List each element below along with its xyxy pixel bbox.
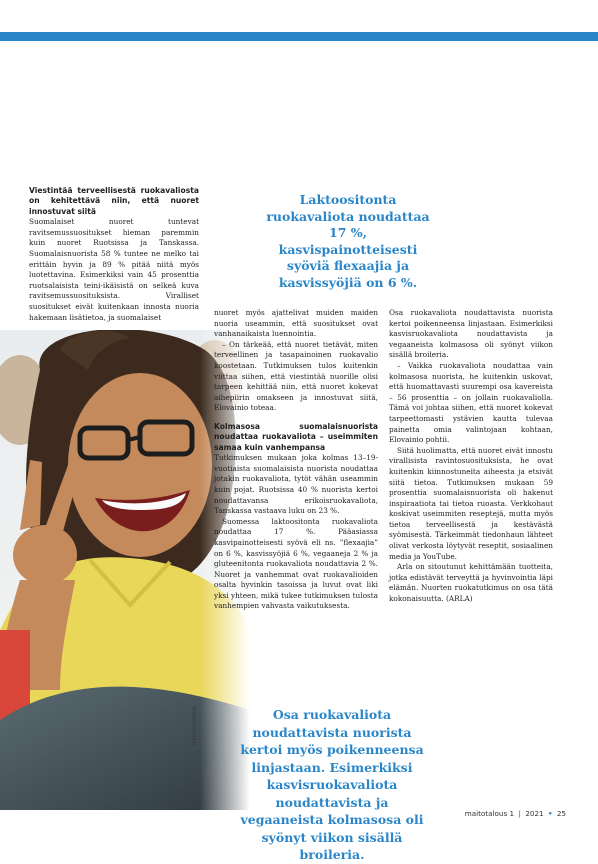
- body-paragraph: Tutkimuksen mukaan joka kolmas 13–19-vuotiaista suomalaisista nuorista noudattaa jotakin ruokavaliota, tytöt vähän useammin kuin pojat. Ruotsissa 40 % nuorista kertoi noudattavansa erikoisruokavaliota, Tanskassa vastaava luku on 23 %.: [214, 453, 378, 516]
- body-paragraph: Suomessa laktoositonta ruokavaliota noudattaa 17 %. Pääasiassa kasvipainotteisesti syövä eli ns. ”flexaajia” on 6 %, kasvissyöjiä 6 %, vegaaneja 2 % ja gluteenitonta ruokavaliota noudattavia 2 %. Nuoret ja vanhemmat ovat ruokavalioiden osalta hyvinkin tasoissa ja luvut ovat liki yksi yhteen, mikä tukee tutkimuksen tulosta vanhempien vahvasta vaikutuksesta.: [214, 516, 378, 611]
- footer-dot: •: [547, 809, 553, 818]
- article-column-2: [214, 308, 378, 612]
- article-column-1: [29, 186, 199, 323]
- issue-year: 2021: [525, 809, 544, 818]
- page-number: 25: [556, 809, 566, 818]
- page-footer: [465, 809, 566, 818]
- section-heading: Kolmasosa suomalaisnuorista noudattaa ruokavaliota – useimmiten samaa kuin vanhempansa: [214, 421, 378, 452]
- body-paragraph: Osa ruokavaliota noudattavista nuorista kertoi poikenneensa linjastaan. Esimerkiksi kasvisruokavaliota noudattavista ja vegaaneista kolmasosa oli syönyt viikon sisällä broileria.: [389, 308, 553, 360]
- body-paragraph: – On tärkeää, että nuoret tietävät, miten terveellinen ja tasapainoinen ruokavalio koostetaan. Tutkimuksen tulos kuitenkin viittaa siihen, että viestintää nuorille olisi tarpeen kehittää niin, että nuoret kokevat aihepiirin omakseen ja innostuvat siitä, Elovainio toteaa.: [214, 339, 378, 413]
- body-paragraph: Suomalaiset nuoret tuntevat ravitsemussuositukset hieman paremmin kuin nuoret Ruotsissa ja Tanskassa. Suomalaisnuorista 58 % tuntee ne melko tai erittäin hyvin ja 89 % pitää niitä myös luotettavina. Esimerkiksi vain 45 prosenttia ruotsalaisista teini-ikäisistä on selkeä kuva ravitsemussuosituksista. Viralliset suositukset eivät kuitenkaan innosta nuoria hakemaan lisätietoa, ja suomalaiset: [29, 217, 199, 322]
- magazine-name: maitotalous: [464, 809, 508, 818]
- top-color-bar: [0, 32, 598, 41]
- issue-number: 1: [509, 809, 515, 818]
- photo-girl-with-glasses: [0, 330, 250, 810]
- pullquote-bottom: Osa ruokavaliota noudattavista nuorista kertoi myös poikenneensa linjastaan. Esimerkiksi kasvisruokavaliota noudattavista ja vegaaneista kolmasosa oli syönyt viikon sisällä broileria.: [240, 707, 424, 862]
- body-paragraph: Arla on sitoutunut kehittämään tuotteita, jotka edistävät terveyttä ja hyvinvointia läpi elämän. Nuorten ruokatutkimus on osa tätä kokonaisuutta. (ARLA): [389, 562, 553, 604]
- body-paragraph: nuoret myös ajattelivat muiden maiden nuoria useammin, että suositukset ovat vanhanaikaista luennointia.: [214, 308, 378, 339]
- body-paragraph: Siitä huolimatta, että nuoret eivät innostu virallisista ravintosuosituksista, he ovat kuitenkin kiinnostuneita aiheesta ja etsivät siitä tietoa. Tutkimuksen mukaan 59 prosenttia suomalaisnuorista oli hakenut inspiraatiota tai tietoa ruoasta. Verkkohaut koskivat useimmiten reseptejä, mutta myös tietoa terveellisestä ja kestävästä syömisestä. Tärkeimmät tiedonhaun lähteet olivat verkosta löytyvät reseptit, sosiaalinen media ja YouTube.: [389, 445, 553, 561]
- section-heading: Viestintää terveellisestä ruokavaliosta on kehitettävä niin, että nuoret innostuvat siitä: [29, 186, 199, 216]
- article-column-3: [389, 308, 553, 605]
- footer-separator: |: [518, 809, 522, 818]
- photo-credit: ISTOCKPHOTOS: [193, 706, 198, 745]
- pullquote-top: Laktoositonta ruokavaliota noudattaa 17 %, kasvispainotteisesti syöviä flexaajia ja kasvissyöjiä on 6 %.: [266, 192, 430, 290]
- body-paragraph: – Vaikka ruokavaliota noudattaa vain kolmasosa nuorista, he kuitenkin uskovat, että huomattavasti suurempi osa kavereista – 56 prosenttia – on jollain ruokavaliolla. Tämä voi johtaa siihen, että nuoret kokevat tarpeettomasti ystävien kautta tulevaa painetta omia valintojaan kohtaan, Elovainio pohtii.: [389, 360, 553, 445]
